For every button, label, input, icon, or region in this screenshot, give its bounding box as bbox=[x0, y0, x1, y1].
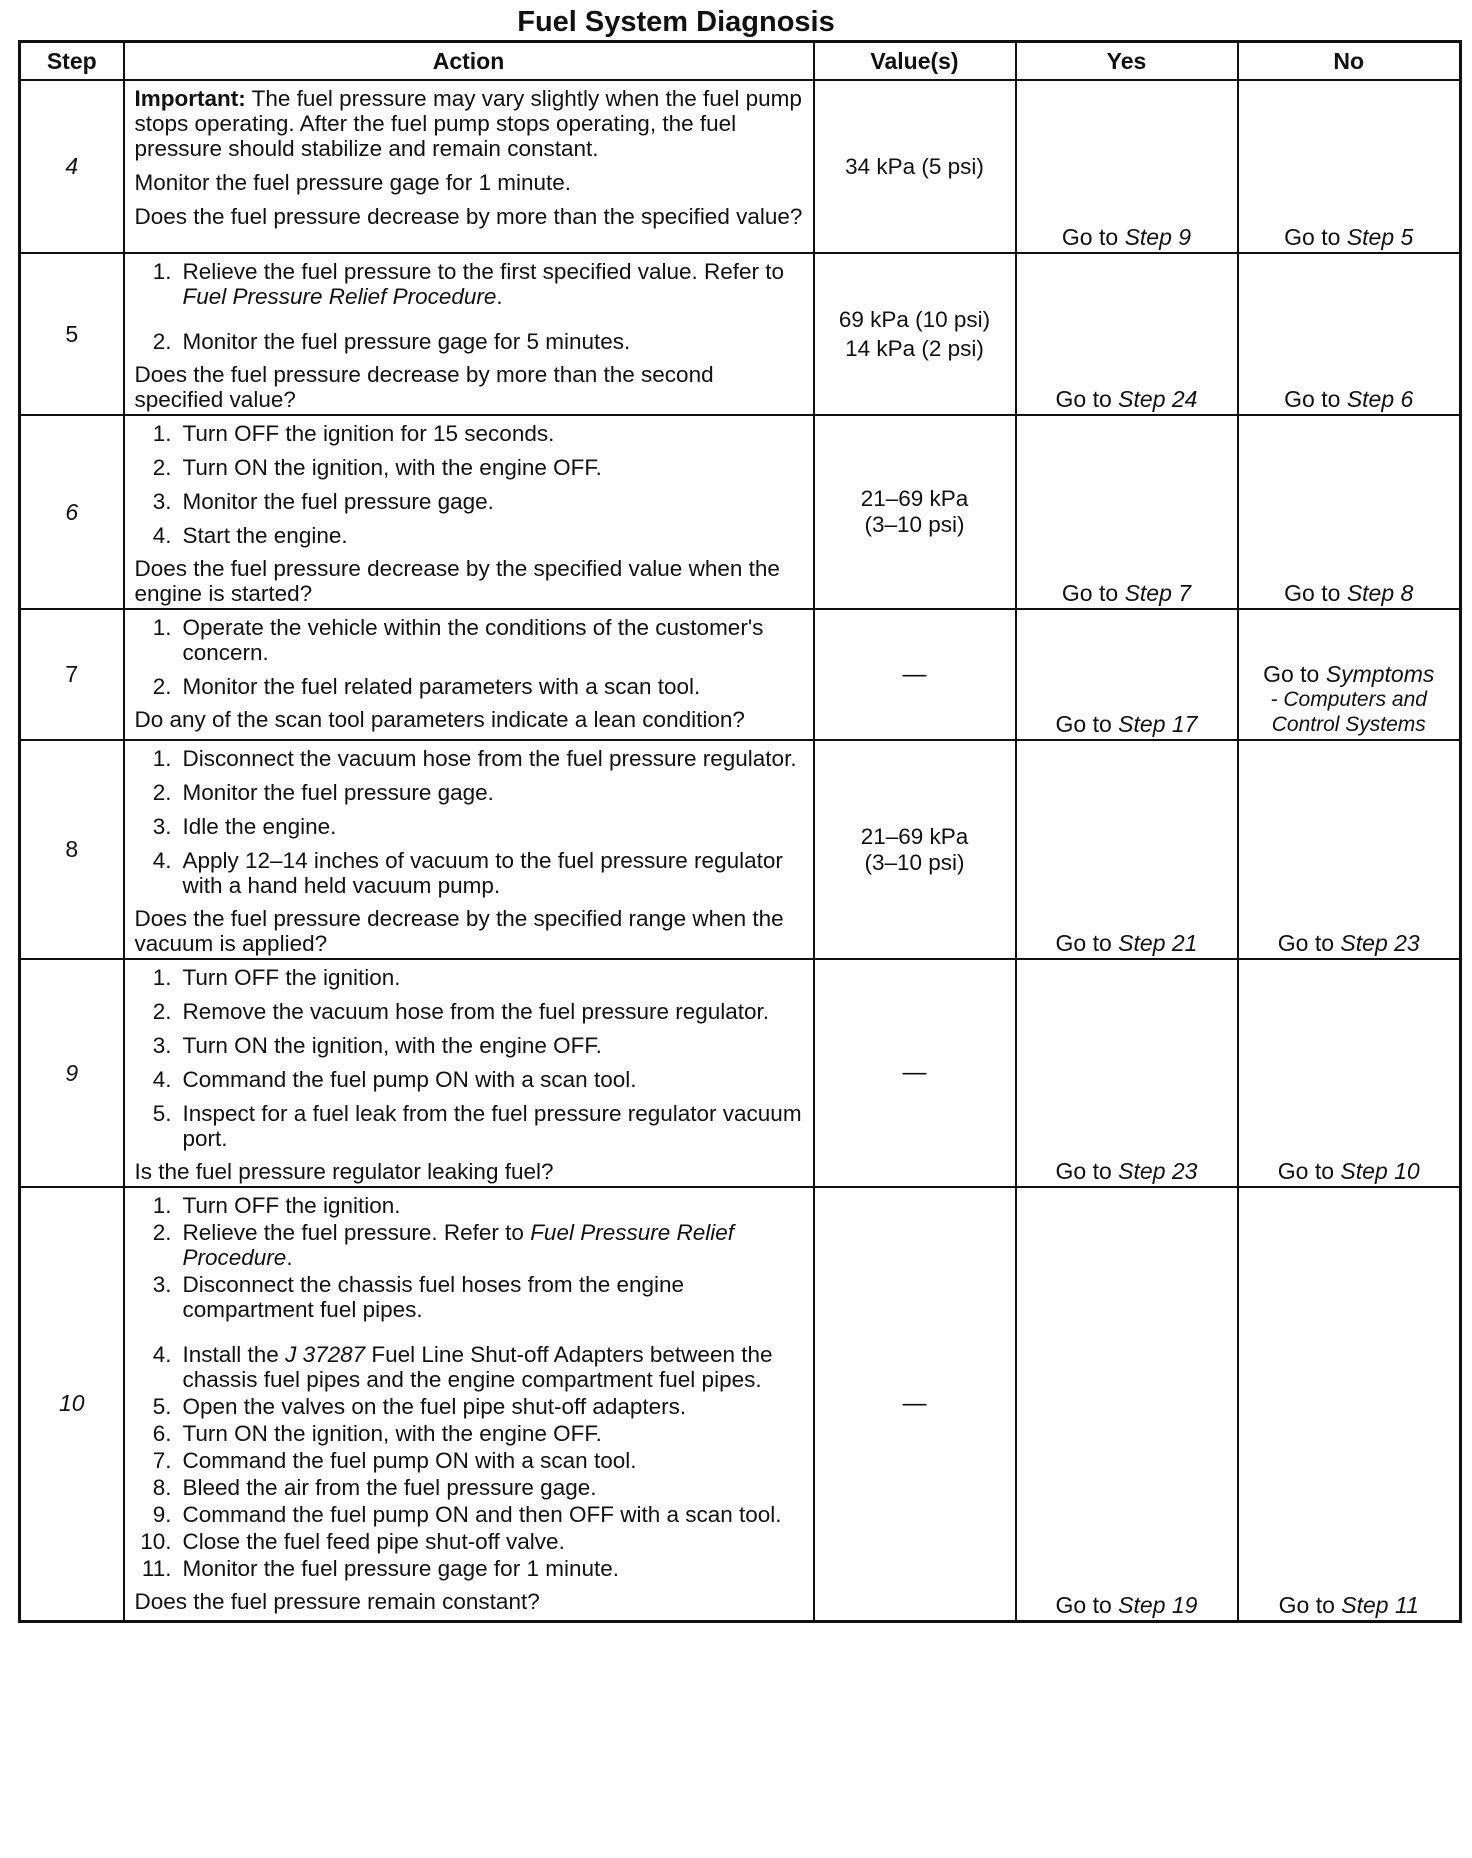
no-cell bbox=[1238, 253, 1461, 415]
yes-step-link[interactable]: Step 7 bbox=[1124, 580, 1192, 606]
item-text: Command the fuel pump ON and then OFF with a scan tool. bbox=[182, 1502, 782, 1527]
yes-step-link[interactable]: Step 19 bbox=[1118, 1591, 1198, 1618]
value-text: (3–10 psi) bbox=[864, 849, 965, 875]
item-text: Disconnect the vacuum hose from the fuel pressure regulator. bbox=[182, 746, 797, 771]
yes-cell bbox=[1016, 253, 1238, 415]
action-list bbox=[135, 421, 805, 548]
action-list bbox=[135, 746, 805, 898]
item-text: Relieve the fuel pressure to the first specified value. Refer to bbox=[182, 259, 785, 284]
action-list bbox=[135, 965, 805, 1151]
question: Does the fuel pressure decrease by the specified range when the vacuum is applied? bbox=[134, 906, 784, 956]
list-item bbox=[135, 1220, 805, 1270]
value-cell bbox=[814, 959, 1016, 1187]
yes-cell bbox=[1016, 415, 1238, 609]
go-to-label: Go to bbox=[1277, 930, 1335, 956]
item-text: Turn ON the ignition, with the engine OFF. bbox=[182, 1421, 602, 1446]
value-cell bbox=[814, 415, 1016, 609]
action-cell bbox=[124, 609, 814, 740]
question: Do any of the scan tool parameters indicate a lean condition? bbox=[134, 707, 745, 732]
item-text: Disconnect the chassis fuel hoses from the engine compartment fuel pipes. bbox=[182, 1272, 685, 1322]
value-text: (3–10 psi) bbox=[864, 512, 965, 537]
no-step-link[interactable]: Step 10 bbox=[1340, 1158, 1420, 1184]
value-cell bbox=[814, 740, 1016, 959]
value-cell bbox=[814, 80, 1016, 253]
header-values: Value(s) bbox=[814, 42, 1016, 81]
item-text: Turn ON the ignition, with the engine OFF. bbox=[182, 1033, 602, 1058]
value-cell bbox=[814, 609, 1016, 740]
list-item bbox=[135, 1421, 805, 1446]
action-cell bbox=[124, 740, 814, 959]
question: Does the fuel pressure remain constant? bbox=[134, 1589, 540, 1614]
item-text: Monitor the fuel related parameters with a scan tool. bbox=[182, 674, 701, 699]
header-yes: Yes bbox=[1016, 42, 1238, 81]
list-item bbox=[135, 848, 805, 898]
item-number: 1. bbox=[152, 421, 172, 446]
action-cell bbox=[124, 1187, 814, 1621]
yes-cell bbox=[1016, 80, 1238, 253]
value-text: — bbox=[902, 660, 927, 688]
list-item bbox=[135, 1067, 805, 1092]
yes-cell bbox=[1016, 959, 1238, 1187]
go-to-label: Go to bbox=[1278, 1591, 1335, 1618]
no-cell bbox=[1238, 415, 1461, 609]
action-cell bbox=[124, 80, 814, 253]
no-cell bbox=[1238, 959, 1461, 1187]
item-number: 2. bbox=[152, 1220, 172, 1245]
item-text: Turn OFF the ignition for 15 seconds. bbox=[182, 421, 555, 446]
list-item bbox=[135, 455, 805, 480]
value-text: 21–69 kPa bbox=[860, 823, 969, 849]
item-suffix: . bbox=[286, 1245, 293, 1270]
value-text: — bbox=[902, 1059, 927, 1086]
go-to-label: Go to bbox=[1055, 1591, 1112, 1618]
item-suffix: Fuel Line Shut-off Adapters between the chassis fuel pipes and the engine compartment fuel pipes. bbox=[182, 1342, 773, 1392]
table-row bbox=[20, 253, 1461, 415]
go-to-label: Go to bbox=[1061, 224, 1119, 250]
list-item bbox=[135, 965, 805, 990]
step-number: 10 bbox=[20, 1187, 124, 1621]
step-number: 7 bbox=[20, 609, 124, 740]
table-row bbox=[20, 415, 1461, 609]
question: Does the fuel pressure decrease by more than the specified value? bbox=[134, 204, 803, 229]
list-item bbox=[135, 523, 805, 548]
list-item bbox=[135, 615, 805, 665]
item-text: Start the engine. bbox=[182, 523, 348, 548]
item-number: 3. bbox=[152, 1272, 172, 1297]
header-step: Step bbox=[20, 42, 124, 81]
no-step-link[interactable]: Step 6 bbox=[1346, 386, 1414, 412]
table-row bbox=[20, 740, 1461, 959]
no-step-link[interactable]: Step 23 bbox=[1340, 930, 1420, 956]
item-text: Command the fuel pump ON with a scan tool. bbox=[182, 1067, 637, 1092]
list-item bbox=[135, 1342, 805, 1392]
list-item bbox=[135, 421, 805, 446]
table-row bbox=[20, 1187, 1461, 1621]
symptoms-link[interactable]: Symptoms bbox=[1325, 661, 1435, 687]
item-number: 5. bbox=[152, 1394, 172, 1419]
list-item bbox=[135, 259, 805, 309]
go-to-label: Go to bbox=[1061, 580, 1119, 606]
go-to-label: Go to bbox=[1055, 711, 1112, 737]
list-item bbox=[135, 674, 805, 699]
step-number: 9 bbox=[20, 959, 124, 1187]
item-number: 2. bbox=[152, 329, 172, 354]
item-number: 1. bbox=[152, 615, 172, 640]
step-number: 4 bbox=[20, 80, 124, 253]
step-number: 5 bbox=[20, 253, 124, 415]
yes-step-link[interactable]: Step 9 bbox=[1124, 224, 1192, 250]
procedure-link[interactable]: Fuel Pressure Relief Procedure bbox=[182, 1220, 735, 1270]
important-text: The fuel pressure may vary slightly when the fuel pump stops operating. After the fuel pump stops operating, the fuel pressure should stabilize and remain constant. bbox=[134, 86, 802, 161]
value-cell bbox=[814, 1187, 1016, 1621]
value-text: — bbox=[902, 1389, 927, 1417]
item-number: 2. bbox=[152, 780, 172, 805]
value-cell bbox=[814, 253, 1016, 415]
item-text: Close the fuel feed pipe shut-off valve. bbox=[182, 1529, 565, 1554]
go-to-label: Go to bbox=[1284, 386, 1341, 412]
page-title: Fuel System Diagnosis bbox=[517, 6, 835, 38]
item-number: 10. bbox=[140, 1529, 172, 1554]
important-note bbox=[135, 86, 805, 161]
item-number: 4. bbox=[152, 523, 172, 548]
item-number: 4. bbox=[152, 1067, 172, 1092]
list-item bbox=[135, 1272, 805, 1322]
value-text: 21–69 kPa bbox=[860, 486, 969, 511]
action-list bbox=[135, 615, 805, 699]
list-item bbox=[135, 1448, 805, 1473]
item-text: Operate the vehicle within the conditions of the customer's concern. bbox=[182, 615, 764, 665]
item-text: Monitor the fuel pressure gage for 5 minutes. bbox=[182, 329, 631, 354]
item-number: 11. bbox=[141, 1556, 172, 1581]
item-number: 1. bbox=[152, 259, 172, 284]
action-cell bbox=[124, 253, 814, 415]
list-item bbox=[135, 1033, 805, 1058]
item-number: 3. bbox=[152, 814, 172, 839]
item-number: 3. bbox=[152, 1033, 172, 1058]
list-item bbox=[135, 1394, 805, 1419]
item-number: 1. bbox=[152, 746, 172, 771]
value-text: 34 kPa (5 psi) bbox=[845, 153, 984, 179]
step-number: 8 bbox=[20, 740, 124, 959]
go-to-label: Go to bbox=[1263, 661, 1320, 687]
item-text: Monitor the fuel pressure gage. bbox=[182, 780, 494, 805]
yes-step-link[interactable]: Step 21 bbox=[1118, 930, 1198, 956]
list-item bbox=[135, 746, 805, 771]
no-step-link[interactable]: Step 11 bbox=[1341, 1591, 1419, 1618]
question: Does the fuel pressure decrease by the specified value when the engine is started? bbox=[134, 556, 780, 606]
list-item bbox=[135, 814, 805, 839]
yes-cell bbox=[1016, 609, 1238, 740]
action-cell bbox=[124, 415, 814, 609]
item-number: 4. bbox=[152, 1342, 172, 1367]
yes-step-link[interactable]: Step 24 bbox=[1118, 386, 1198, 412]
item-number: 5. bbox=[152, 1101, 172, 1126]
item-text: Turn ON the ignition, with the engine OFF. bbox=[182, 455, 602, 480]
go-to-label: Go to bbox=[1284, 580, 1341, 606]
item-suffix: . bbox=[496, 284, 503, 309]
item-text: Turn OFF the ignition. bbox=[182, 965, 401, 990]
go-to-label: Go to bbox=[1055, 386, 1112, 412]
item-number: 9. bbox=[152, 1502, 172, 1527]
item-number: 2. bbox=[152, 999, 172, 1024]
action-list bbox=[135, 259, 805, 354]
list-item bbox=[135, 1529, 805, 1554]
table-row bbox=[20, 80, 1461, 253]
no-cell bbox=[1238, 740, 1461, 959]
list-item bbox=[135, 1475, 805, 1500]
tool-reference[interactable]: J 37287 bbox=[285, 1342, 366, 1367]
symptoms-link-subtitle[interactable]: - Computers and bbox=[1270, 688, 1427, 711]
yes-step-link[interactable]: Step 17 bbox=[1118, 711, 1198, 737]
item-number: 2. bbox=[152, 455, 172, 480]
item-text: Monitor the fuel pressure gage for 1 minute. bbox=[182, 1556, 619, 1581]
diagnosis-table bbox=[18, 40, 1462, 1623]
go-to-label: Go to bbox=[1277, 1158, 1335, 1184]
list-item bbox=[135, 489, 805, 514]
no-step-link[interactable]: Step 8 bbox=[1346, 580, 1414, 606]
symptoms-link-subtitle[interactable]: Control Systems bbox=[1271, 713, 1426, 736]
list-item bbox=[135, 999, 805, 1024]
list-item bbox=[135, 1101, 805, 1151]
action-list bbox=[135, 1193, 805, 1581]
yes-cell bbox=[1016, 740, 1238, 959]
no-step-link[interactable]: Step 5 bbox=[1346, 224, 1414, 250]
go-to-label: Go to bbox=[1055, 1158, 1112, 1184]
list-item bbox=[135, 1193, 805, 1218]
no-cell bbox=[1238, 609, 1461, 740]
action-cell bbox=[124, 959, 814, 1187]
item-text: Open the valves on the fuel pipe shut-off adapters. bbox=[182, 1394, 687, 1419]
item-number: 7. bbox=[152, 1448, 172, 1473]
item-number: 1. bbox=[152, 965, 172, 990]
item-number: 2. bbox=[152, 674, 172, 699]
item-text: Command the fuel pump ON with a scan tool. bbox=[182, 1448, 637, 1473]
question: Does the fuel pressure decrease by more than the second specified value? bbox=[134, 362, 714, 412]
table-row bbox=[20, 959, 1461, 1187]
item-text: Install the bbox=[182, 1342, 286, 1367]
go-to-label: Go to bbox=[1284, 224, 1341, 250]
item-text: Monitor the fuel pressure gage. bbox=[182, 489, 494, 514]
list-item bbox=[135, 780, 805, 805]
go-to-label: Go to bbox=[1055, 930, 1112, 956]
item-text: Idle the engine. bbox=[182, 814, 337, 839]
no-cell bbox=[1238, 1187, 1461, 1621]
item-number: 3. bbox=[152, 489, 172, 514]
important-label: Important: bbox=[134, 86, 246, 111]
value-text: 69 kPa (10 psi) bbox=[838, 306, 991, 332]
item-text: Bleed the air from the fuel pressure gage. bbox=[182, 1475, 597, 1500]
item-number: 8. bbox=[152, 1475, 172, 1500]
item-text: Remove the vacuum hose from the fuel pressure regulator. bbox=[182, 999, 770, 1024]
table-row bbox=[20, 609, 1461, 740]
item-number: 1. bbox=[152, 1193, 172, 1218]
item-number: 4. bbox=[152, 848, 172, 873]
item-text: Relieve the fuel pressure. Refer to bbox=[182, 1220, 531, 1245]
list-item bbox=[135, 329, 805, 354]
no-ref-line bbox=[1241, 662, 1458, 687]
list-item bbox=[135, 1502, 805, 1527]
instruction: Monitor the fuel pressure gage for 1 minute. bbox=[134, 170, 571, 195]
yes-cell bbox=[1016, 1187, 1238, 1621]
list-item bbox=[135, 1556, 805, 1581]
question: Is the fuel pressure regulator leaking fuel? bbox=[134, 1159, 554, 1184]
header-row bbox=[20, 42, 1461, 81]
header-action: Action bbox=[124, 42, 814, 81]
yes-step-link[interactable]: Step 23 bbox=[1118, 1158, 1198, 1184]
header-no: No bbox=[1238, 42, 1461, 81]
item-number: 6. bbox=[152, 1421, 172, 1446]
item-text: Turn OFF the ignition. bbox=[182, 1193, 401, 1218]
value-text: 14 kPa (2 psi) bbox=[845, 335, 984, 361]
procedure-link[interactable]: Fuel Pressure Relief Procedure bbox=[182, 284, 497, 309]
item-text: Apply 12–14 inches of vacuum to the fuel pressure regulator with a hand held vacuum pump. bbox=[182, 848, 783, 898]
step-number: 6 bbox=[20, 415, 124, 609]
no-cell bbox=[1238, 80, 1461, 253]
item-text: Inspect for a fuel leak from the fuel pressure regulator vacuum port. bbox=[182, 1101, 802, 1151]
